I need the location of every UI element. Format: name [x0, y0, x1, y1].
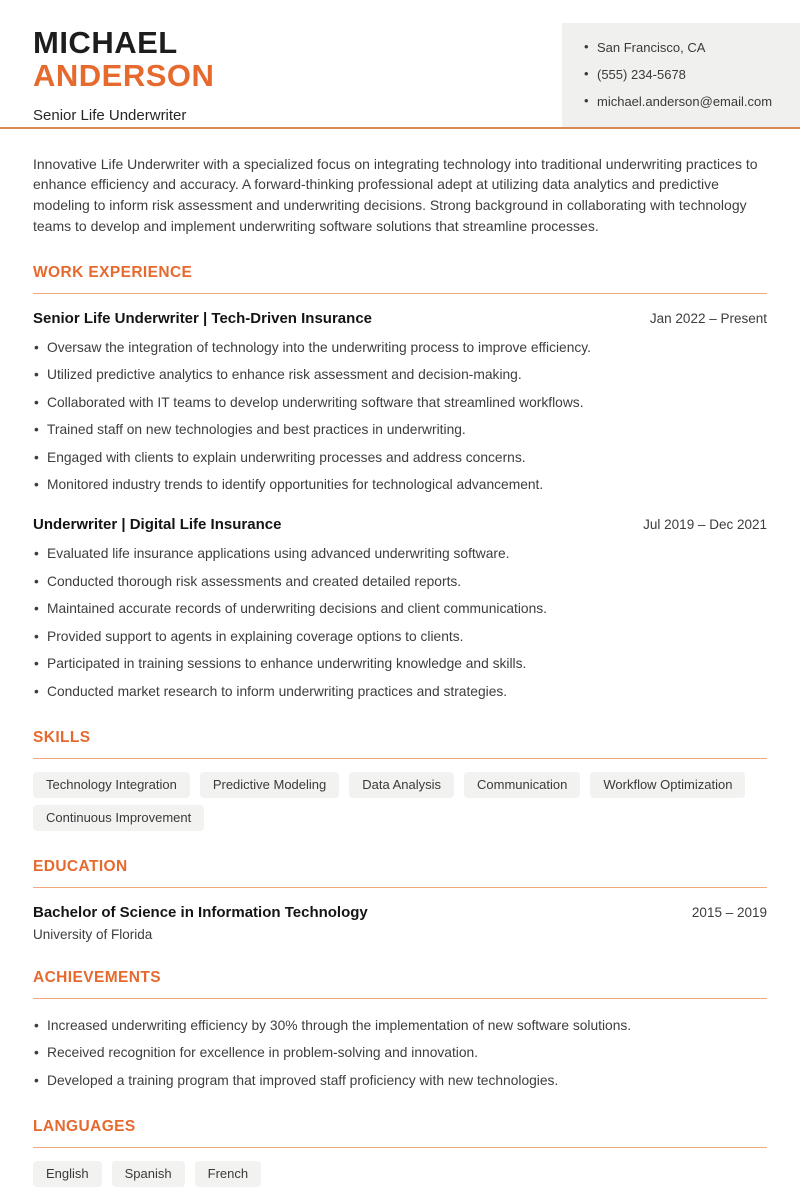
resume-body — [0, 154, 800, 1187]
job-bullet: • Engaged with clients to explain underwriting processes and address concerns. — [33, 448, 767, 468]
contact-item: • michael.anderson@email.com — [584, 89, 786, 116]
summary-paragraph: Innovative Life Underwriter with a specialized focus on integrating technology into traditional underwriting practices to enhance efficiency and accuracy. A forward-thinking professional adept at utilizing data analytics and predictive modeling to inform risk assessment and underwriting decisions. Strong background in collaborating with technology teams to develop and implement underwriting software solutions that streamline processes. — [33, 155, 758, 234]
degree-title: Bachelor of Science in Information Technology — [33, 903, 368, 921]
job-bullet-list — [33, 544, 767, 702]
job-bullet: • Conducted thorough risk assessments and created detailed reports. — [33, 572, 767, 592]
skill-chip: Technology Integration — [33, 772, 190, 798]
language-chip: English — [33, 1161, 102, 1187]
achievement-bullet: • Increased underwriting efficiency by 30% through the implementation of new software solutions. — [33, 1016, 767, 1036]
full-name — [33, 27, 214, 93]
job-bullet: • Evaluated life insurance applications using advanced underwriting software. — [33, 544, 767, 564]
job-title: Senior Life Underwriter | Tech-Driven Insurance — [33, 309, 373, 327]
job-entry — [33, 310, 767, 496]
skills-chip-list — [33, 772, 767, 831]
skill-chip: Communication — [464, 772, 580, 798]
job-bullet: • Collaborated with IT teams to develop underwriting software that streamlined workflows. — [33, 393, 767, 413]
section-skills — [33, 729, 767, 831]
job-entry — [33, 516, 767, 702]
skill-chip: Continuous Improvement — [33, 805, 204, 831]
skill-chip: Data Analysis — [349, 772, 454, 798]
contact-item: • (555) 234-5678 — [584, 61, 786, 88]
skill-chip: Predictive Modeling — [200, 772, 339, 798]
section-languages — [33, 1118, 767, 1187]
job-bullet: • Utilized predictive analytics to enhance risk assessment and decision-making. — [33, 365, 767, 385]
section-education — [33, 858, 767, 942]
achievement-bullet: • Received recognition for excellence in problem-solving and innovation. — [33, 1043, 767, 1063]
job-entry-head — [33, 516, 767, 533]
job-dates: Jul 2019 – Dec 2021 — [643, 517, 767, 533]
language-chip-list — [33, 1161, 767, 1187]
skills-title: SKILLS — [33, 729, 767, 759]
header-job-title: Senior Life Underwriter — [33, 106, 187, 124]
last-name: ANDERSON — [33, 57, 215, 93]
section-work-experience — [33, 264, 767, 702]
first-name: MICHAEL — [33, 25, 178, 60]
name-block — [33, 23, 214, 124]
job-bullet: • Oversaw the integration of technology into the underwriting process to improve efficiency. — [33, 338, 767, 358]
job-bullet: • Monitored industry trends to identify opportunities for technological advancement. — [33, 475, 767, 495]
contact-list — [584, 34, 786, 116]
contact-item: • San Francisco, CA — [584, 34, 786, 61]
language-chip: Spanish — [112, 1161, 185, 1187]
job-entry-head — [33, 310, 767, 327]
job-title: Underwriter | Digital Life Insurance — [33, 516, 282, 534]
section-achievements — [33, 969, 767, 1091]
education-dates: 2015 – 2019 — [691, 904, 767, 920]
job-bullet: • Participated in training sessions to enhance underwriting knowledge and skills. — [33, 654, 767, 674]
job-bullet: • Trained staff on new technologies and best practices in underwriting. — [33, 420, 767, 440]
education-entry-head — [33, 904, 767, 921]
languages-title: LANGUAGES — [33, 1118, 767, 1148]
job-bullet: • Provided support to agents in explaining coverage options to clients. — [33, 627, 767, 647]
achievement-bullet: • Developed a training program that improved staff proficiency with new technologies. — [33, 1071, 767, 1091]
education-title: EDUCATION — [33, 858, 767, 888]
achievements-title: ACHIEVEMENTS — [33, 969, 767, 999]
achievement-bullet-list — [33, 1016, 767, 1091]
language-chip: French — [195, 1161, 261, 1187]
skill-chip: Workflow Optimization — [590, 772, 745, 798]
job-bullet: • Conducted market research to inform underwriting practices and strategies. — [33, 682, 767, 702]
contact-card — [562, 23, 800, 127]
work-experience-title: WORK EXPERIENCE — [33, 264, 767, 294]
job-dates: Jan 2022 – Present — [649, 310, 767, 326]
resume-header — [0, 0, 800, 127]
job-bullet-list — [33, 338, 767, 496]
job-bullet: • Maintained accurate records of underwriting decisions and client communications. — [33, 599, 767, 619]
school-name: University of Florida — [33, 926, 153, 942]
header-divider — [0, 127, 800, 129]
